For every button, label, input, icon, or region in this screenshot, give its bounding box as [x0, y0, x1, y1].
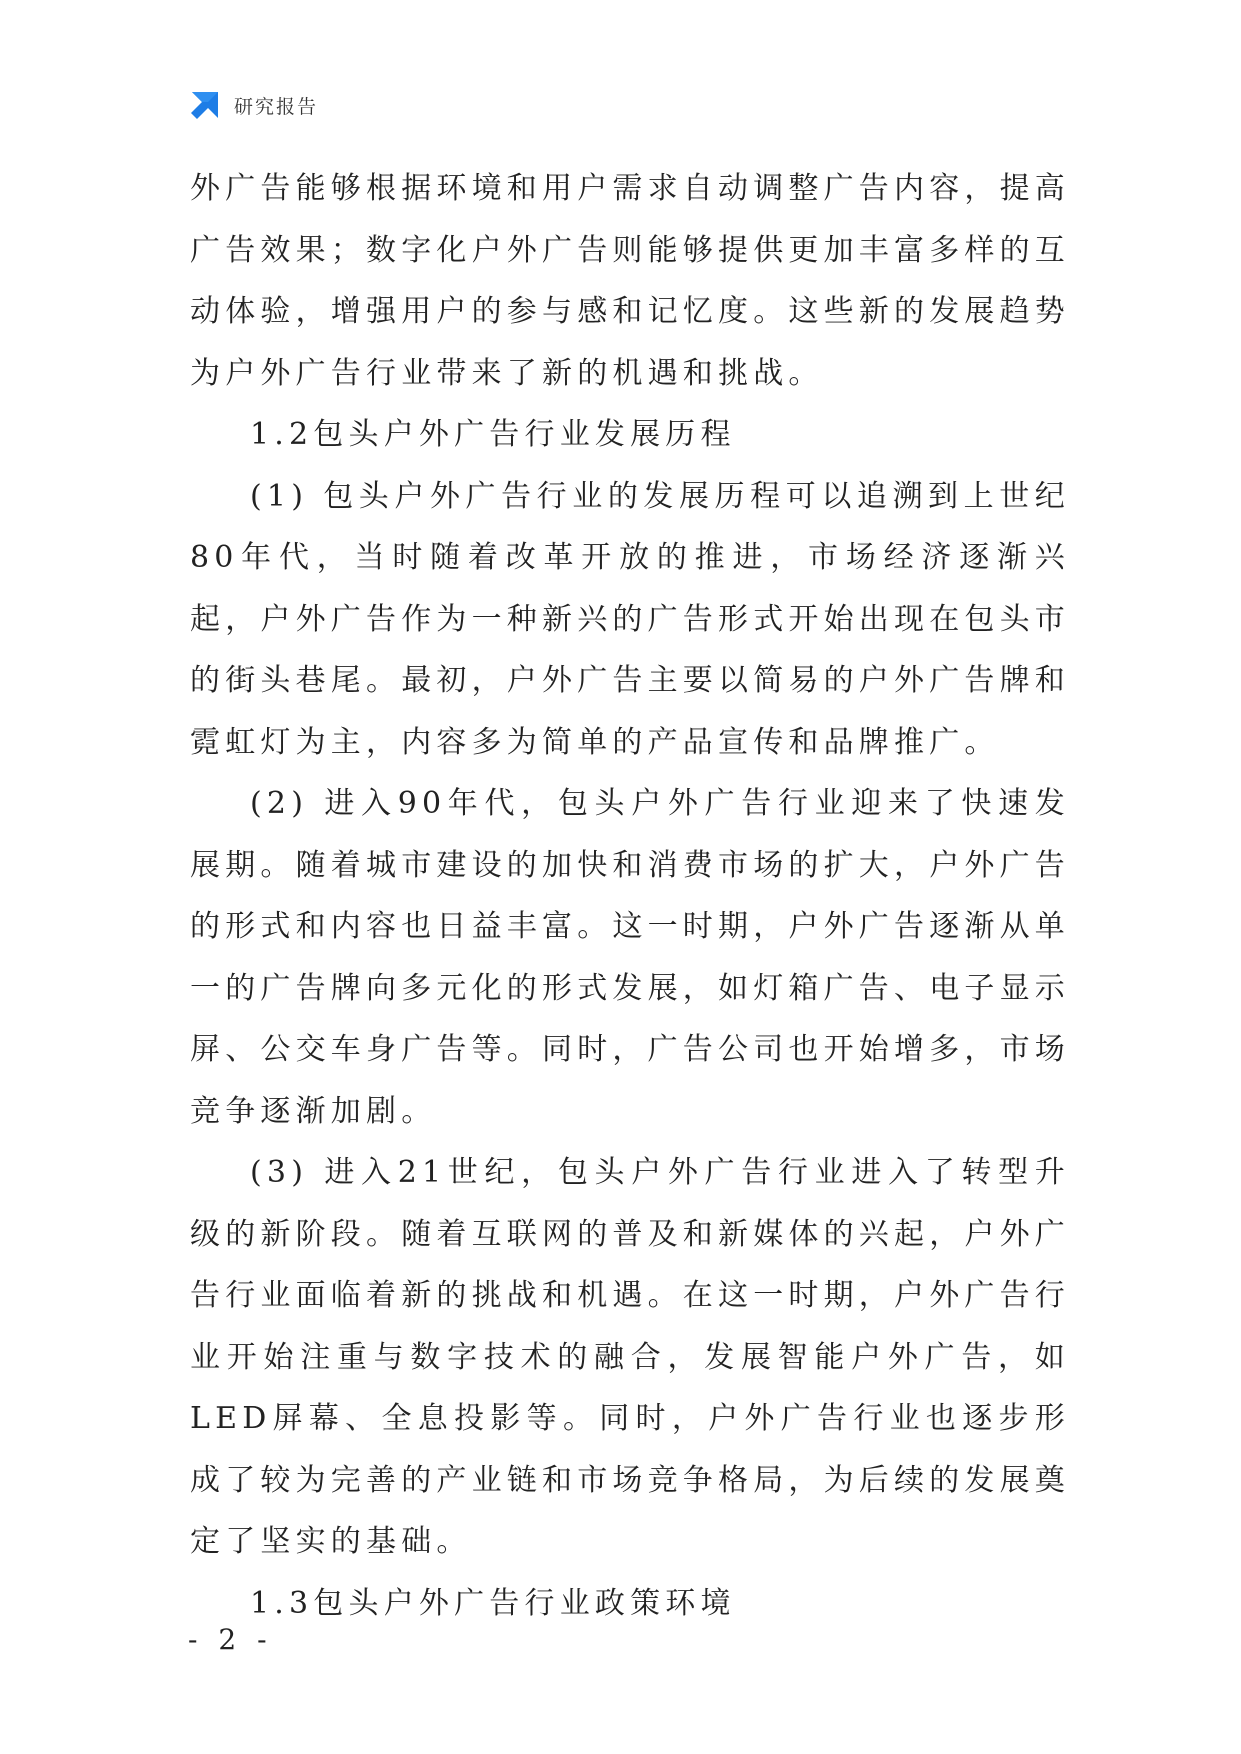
paragraph-history-3: (3) 进入21世纪，包头户外广告行业进入了转型升级的新阶段。随着互联网的普及和新媒体的兴起，户外广告行业面临着新的挑战和机遇。在这一时期，户外广告行业开始注重与数字技术的融合，发展智能户外广告，如LED屏幕、全息投影等。同时，户外广告行业也逐步形成了较为完善的产业链和市场竞争格局，为后续的发展奠定了坚实的基础。	[190, 1155, 1070, 1559]
section-heading-1-2: 1.2包头户外广告行业发展历程	[250, 417, 736, 452]
paragraph-history-2: (2) 进入90年代，包头户外广告行业迎来了快速发展期。随着城市建设的加快和消费市场的扩大，户外广告的形式和内容也日益丰富。这一时期，户外广告逐渐从单一的广告牌向多元化的形式发展，如灯箱广告、电子显示屏、公交车身广告等。同时，广告公司也开始增多，市场竞争逐渐加剧。	[190, 786, 1070, 1129]
paragraph-continued: 外广告能够根据环境和用户需求自动调整广告内容，提高广告效果；数字化户外广告则能够提供更加丰富多样的互动体验，增强用户的参与感和记忆度。这些新的发展趋势为户外广告行业带来了新的机遇和挑战。	[190, 171, 1070, 391]
header-title: 研究报告	[234, 95, 319, 118]
document-body	[190, 158, 1070, 1634]
page-number: - 2 -	[188, 1623, 273, 1656]
page-header	[188, 88, 318, 122]
paragraph-history-1: (1) 包头户外广告行业的发展历程可以追溯到上世纪80年代，当时随着改革开放的推进，市场经济逐渐兴起，户外广告作为一种新兴的广告形式开始出现在包头市的街头巷尾。最初，户外广告主要以简易的户外广告牌和霓虹灯为主，内容多为简单的产品宣传和品牌推广。	[190, 478, 1070, 760]
section-heading-1-3: 1.3包头户外广告行业政策环境	[250, 1585, 736, 1621]
arrow-up-right-icon	[188, 88, 222, 122]
